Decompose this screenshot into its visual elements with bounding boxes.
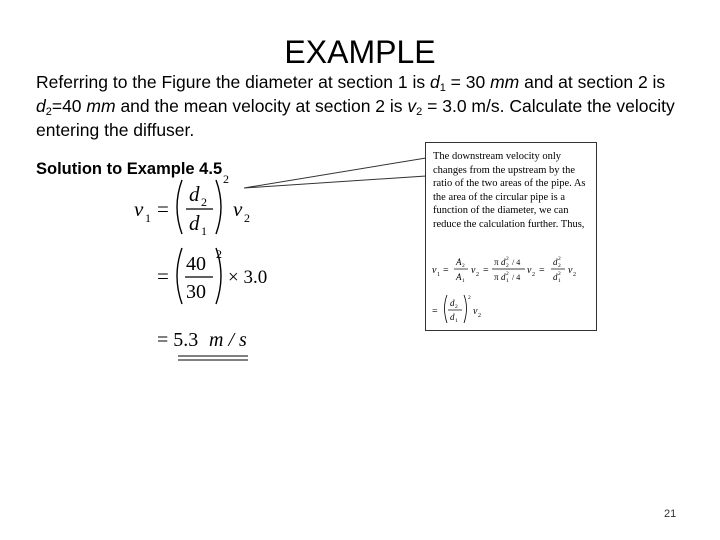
callout-box (425, 142, 597, 331)
cm-v1-sub: 1 (437, 272, 440, 278)
cm-A1-sub: 1 (462, 278, 465, 284)
mm-unit-2: mm (86, 96, 116, 116)
cm-d1-bot-sub: 1 (506, 278, 509, 284)
problem-text-2: = 30 (445, 72, 491, 92)
problem-text-5: and the mean velocity at section 2 is (115, 96, 408, 116)
cm-eq1: = (443, 265, 449, 276)
eq1-v2-sub: 2 (244, 211, 250, 225)
cm-d2-r-sub: 2 (558, 263, 561, 269)
v2-subscript: 2 (416, 106, 423, 118)
cm-A1: A (456, 272, 462, 282)
cm-d2-p: d (450, 298, 455, 308)
cm-eq3: = (539, 265, 545, 276)
cm-paren-exp: 2 (468, 295, 471, 301)
cm-v2c-sub: 2 (573, 272, 576, 278)
d1-symbol: d (429, 72, 440, 92)
solution-label: Solution to Example 4.5 (36, 160, 223, 178)
cm-d1-bot-exp: 2 (506, 271, 509, 277)
cm-d1-r-sub: 1 (558, 278, 561, 284)
cm-div4-top: / 4 (512, 258, 521, 267)
callout-equation (426, 143, 596, 330)
cm-v2b-sub: 2 (532, 272, 535, 278)
eq3-result: = 5.3 (157, 329, 199, 351)
eq2-numerator: 40 (186, 253, 206, 275)
eq1-equals: = (157, 197, 169, 221)
mm-unit-1: mm (490, 72, 520, 92)
d2-symbol: d (36, 96, 46, 116)
cm-A2: A (456, 257, 462, 267)
eq1-v2: v (233, 197, 243, 221)
problem-text-1: Referring to the Figure the diameter at section 1 is (36, 72, 430, 92)
v2-symbol: v (407, 96, 417, 116)
cm-right-paren (464, 295, 467, 323)
cm-pi-bot: π (494, 272, 499, 282)
cm-div4-bot: / 4 (512, 273, 521, 282)
eq3-unit: m / s (209, 329, 247, 351)
eq1-v-sub: 1 (145, 211, 151, 225)
eq1-den-d: d (189, 211, 200, 235)
problem-text-6: = 3.0 m/s. Calculate the velocity entering the diffuser. (36, 96, 675, 140)
eq1-right-paren (216, 180, 221, 234)
cm-d2-top-exp: 2 (506, 256, 509, 262)
eq2-equals: = (157, 264, 169, 288)
cm-eq4: = (432, 306, 438, 317)
eq2-denominator: 30 (186, 281, 206, 303)
eq1-num-sub: 2 (201, 195, 207, 209)
eq1-num-d: d (189, 182, 200, 206)
cm-v2d-sub: 2 (478, 313, 481, 319)
cm-left-paren (445, 295, 448, 323)
page-number: 21 (664, 508, 677, 520)
cm-d2-r: d (553, 257, 558, 267)
cm-v2a-sub: 2 (476, 272, 479, 278)
cm-d1-bot: d (501, 272, 506, 282)
cm-eq2: = (483, 265, 489, 276)
eq1-left-paren (177, 180, 182, 234)
cm-v2d: v (473, 306, 478, 317)
slide-title: EXAMPLE (284, 34, 436, 70)
d2-subscript: 2 (45, 106, 52, 118)
cm-d2-top: d (501, 257, 506, 267)
cm-d1-r-exp: 2 (558, 271, 561, 277)
cm-d1-p-sub: 1 (455, 318, 458, 324)
callout-text: The downstream velocity only changes from the upstream by the ratio of the two areas of the pipe. As the area of the circular pipe is a function of the diameter, we can reduce the calculation further. Thus, (433, 151, 586, 230)
eq2-left-paren (177, 248, 182, 304)
d1-subscript: 1 (439, 82, 446, 94)
cm-d1-p: d (450, 312, 455, 322)
cm-d2-top-sub: 2 (506, 263, 509, 269)
eq1-v: v (134, 197, 144, 221)
cm-d2-p-sub: 2 (455, 304, 458, 310)
cm-v2c: v (568, 265, 573, 276)
eq2-exponent: 2 (216, 247, 222, 261)
eq2-multiply-value: × 3.0 (228, 267, 268, 288)
cm-d2-r-exp: 2 (558, 256, 561, 262)
cm-v1: v (432, 265, 437, 276)
problem-text-3: and at section 2 is (519, 72, 666, 92)
cm-v2a: v (471, 265, 476, 276)
cm-d1-r: d (553, 272, 558, 282)
cm-A2-sub: 2 (462, 263, 465, 269)
cm-v2b: v (527, 265, 532, 276)
problem-text-4: =40 (51, 96, 87, 116)
cm-pi-top: π (494, 257, 499, 267)
eq1-den-sub: 1 (201, 224, 207, 238)
eq1-exponent: 2 (223, 172, 229, 186)
